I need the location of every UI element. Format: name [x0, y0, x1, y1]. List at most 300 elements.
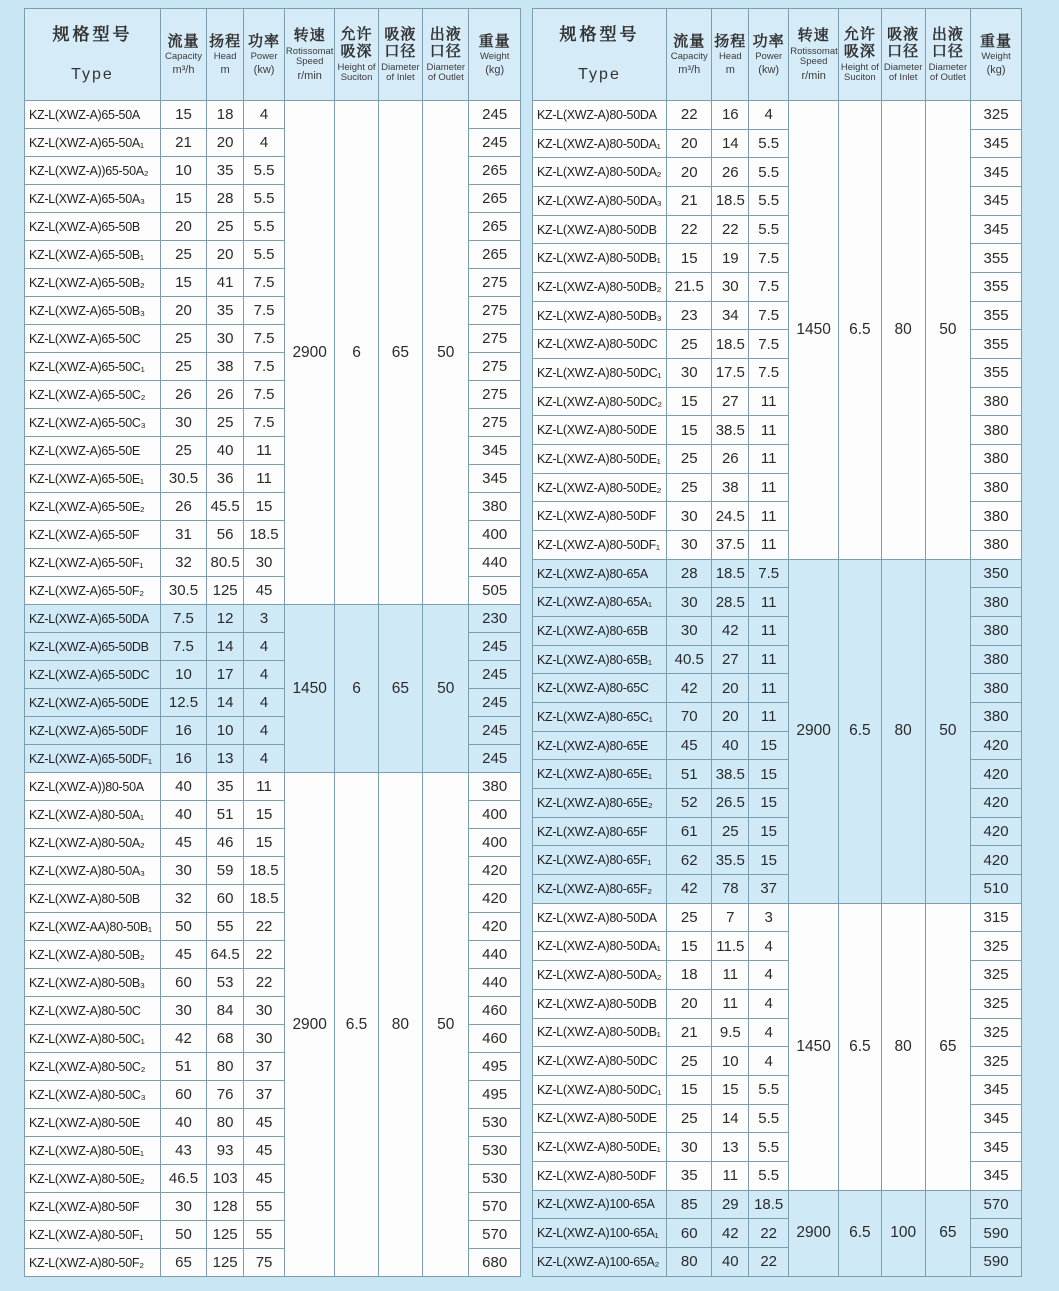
- suction-merged-cell: 6: [335, 605, 378, 773]
- power-cell: 4: [244, 745, 285, 773]
- capacity-cell: 51: [160, 1053, 206, 1081]
- head-cell: 13: [712, 1133, 749, 1162]
- type-cell: KZ-L(XWZ-A)80-50DE₂: [533, 473, 667, 502]
- speed-merged-cell: 2900: [789, 1190, 839, 1276]
- head-cell: 28: [207, 185, 244, 213]
- capacity-cell: 21: [160, 129, 206, 157]
- head-cell: 84: [207, 997, 244, 1025]
- type-cell: KZ-L(XWZ-A)65-50B₂: [25, 269, 161, 297]
- col-header-suction-cn: 允许吸深: [340, 25, 373, 61]
- head-cell: 13: [207, 745, 244, 773]
- type-cell: KZ-L(XWZ-A)80-65C₁: [533, 703, 667, 732]
- outlet-merged-cell: 50: [423, 773, 469, 1277]
- head-cell: 18.5: [712, 559, 749, 588]
- suction-merged-cell: 6.5: [839, 1190, 882, 1276]
- head-cell: 28.5: [712, 588, 749, 617]
- speed-merged-cell: 1450: [284, 605, 335, 773]
- suction-merged-cell: 6: [335, 101, 378, 605]
- head-cell: 9.5: [712, 1018, 749, 1047]
- weight-cell: 345: [469, 465, 521, 493]
- power-cell: 37: [749, 875, 789, 904]
- head-cell: 26.5: [712, 789, 749, 818]
- power-cell: 15: [244, 801, 285, 829]
- capacity-cell: 21: [667, 1018, 712, 1047]
- col-header-outlet: [925, 9, 970, 101]
- col-header-inlet-cn: 吸液口径: [384, 25, 417, 61]
- power-cell: 15: [749, 789, 789, 818]
- header-row: [533, 9, 1022, 101]
- inlet-merged-cell: 80: [881, 101, 925, 560]
- weight-cell: 325: [971, 1018, 1022, 1047]
- inlet-merged-cell: 80: [881, 559, 925, 903]
- head-cell: 14: [712, 1104, 749, 1133]
- weight-cell: 380: [469, 773, 521, 801]
- power-cell: 15: [749, 817, 789, 846]
- head-cell: 27: [712, 645, 749, 674]
- capacity-cell: 16: [160, 745, 206, 773]
- capacity-cell: 40: [160, 773, 206, 801]
- type-cell: KZ-L(XWZ-A)65-50E₁: [25, 465, 161, 493]
- type-cell: KZ-L(XWZ-A)65-50C₃: [25, 409, 161, 437]
- type-cell: KZ-L(XWZ-A)80-50DC₂: [533, 387, 667, 416]
- weight-cell: 400: [469, 521, 521, 549]
- type-cell: KZ-L(XWZ-A)65-50B₃: [25, 297, 161, 325]
- type-cell: KZ-L(XWZ-A)80-50E: [25, 1109, 161, 1137]
- power-cell: 7.5: [244, 325, 285, 353]
- power-cell: 18.5: [244, 857, 285, 885]
- capacity-cell: 30: [160, 409, 206, 437]
- weight-cell: 350: [971, 559, 1022, 588]
- table-row: [25, 101, 521, 129]
- capacity-cell: 10: [160, 157, 206, 185]
- weight-cell: 440: [469, 549, 521, 577]
- capacity-cell: 20: [667, 989, 712, 1018]
- head-cell: 15: [712, 1075, 749, 1104]
- type-cell: KZ-L(XWZ-A)80-65B: [533, 617, 667, 646]
- capacity-cell: 21.5: [667, 273, 712, 302]
- type-cell: KZ-L(XWZ-A)65-50DF: [25, 717, 161, 745]
- weight-cell: 420: [469, 885, 521, 913]
- capacity-cell: 28: [667, 559, 712, 588]
- capacity-cell: 43: [160, 1137, 206, 1165]
- col-header-outlet-cn: 出液口径: [931, 25, 964, 61]
- power-cell: 11: [244, 773, 285, 801]
- capacity-cell: 25: [667, 473, 712, 502]
- capacity-cell: 50: [160, 1221, 206, 1249]
- outlet-merged-cell: 65: [925, 903, 970, 1190]
- head-cell: 45.5: [207, 493, 244, 521]
- weight-cell: 380: [971, 588, 1022, 617]
- power-cell: 7.5: [244, 297, 285, 325]
- power-cell: 75: [244, 1249, 285, 1277]
- type-cell: KZ-L(XWZ-A)80-50DB: [533, 215, 667, 244]
- weight-cell: 275: [469, 409, 521, 437]
- col-header-weight: [469, 9, 521, 101]
- head-cell: 25: [207, 213, 244, 241]
- type-cell: KZ-L(XWZ-A)80-50A₃: [25, 857, 161, 885]
- type-cell: KZ-L(XWZ-A)80-50F₁: [25, 1221, 161, 1249]
- power-cell: 7.5: [749, 244, 789, 273]
- col-header-outlet-cn: 出液口径: [429, 25, 462, 61]
- power-cell: 7.5: [749, 301, 789, 330]
- power-cell: 5.5: [244, 185, 285, 213]
- col-header-type-en: Type: [71, 65, 114, 83]
- power-cell: 22: [244, 941, 285, 969]
- col-header-head-cn: 扬程: [209, 32, 242, 50]
- head-cell: 11.5: [712, 932, 749, 961]
- head-cell: 53: [207, 969, 244, 997]
- col-header-capacity-unit: m³/h: [678, 64, 701, 77]
- col-header-power-unit: (kw): [253, 64, 275, 77]
- power-cell: 22: [244, 913, 285, 941]
- weight-cell: 420: [971, 817, 1022, 846]
- type-cell: KZ-L(XWZ-A)80-65E₂: [533, 789, 667, 818]
- power-cell: 45: [244, 577, 285, 605]
- power-cell: 18.5: [749, 1190, 789, 1219]
- head-cell: 17: [207, 661, 244, 689]
- table-row: [533, 559, 1022, 588]
- weight-cell: 275: [469, 325, 521, 353]
- type-cell: KZ-L(XWZ-A)80-50F: [25, 1193, 161, 1221]
- weight-cell: 325: [971, 101, 1022, 130]
- outlet-merged-cell: 50: [423, 605, 469, 773]
- capacity-cell: 65: [160, 1249, 206, 1277]
- power-cell: 30: [244, 997, 285, 1025]
- col-header-capacity-cn: 流量: [167, 32, 200, 50]
- col-header-suction: [839, 9, 882, 101]
- power-cell: 5.5: [749, 1133, 789, 1162]
- col-header-speed-en: Rotissomat Speed: [790, 46, 838, 68]
- weight-cell: 420: [971, 731, 1022, 760]
- capacity-cell: 30: [667, 502, 712, 531]
- col-header-suction: [335, 9, 378, 101]
- weight-cell: 590: [971, 1219, 1022, 1248]
- capacity-cell: 70: [667, 703, 712, 732]
- capacity-cell: 20: [160, 297, 206, 325]
- power-cell: 4: [244, 717, 285, 745]
- power-cell: 11: [749, 645, 789, 674]
- capacity-cell: 7.5: [160, 605, 206, 633]
- capacity-cell: 80: [667, 1247, 712, 1276]
- head-cell: 64.5: [207, 941, 244, 969]
- speed-merged-cell: 2900: [789, 559, 839, 903]
- col-header-suction-en: Height of Suciton: [337, 61, 376, 84]
- type-cell: KZ-L(XWZ-A)80-50C₃: [25, 1081, 161, 1109]
- col-header-speed-unit: r/min: [801, 69, 826, 82]
- col-header-type: [25, 9, 161, 101]
- type-cell: KZ-L(XWZ-A)80-50DF: [533, 1161, 667, 1190]
- type-cell: KZ-L(XWZ-A)80-50B₂: [25, 941, 161, 969]
- type-cell: KZ-L(XWZ-A)80-50DB₁: [533, 1018, 667, 1047]
- capacity-cell: 25: [160, 241, 206, 269]
- col-header-type-cn: 规格型号: [52, 25, 133, 45]
- capacity-cell: 61: [667, 817, 712, 846]
- head-cell: 42: [712, 1219, 749, 1248]
- col-header-inlet: [881, 9, 925, 101]
- power-cell: 30: [244, 1025, 285, 1053]
- weight-cell: 230: [469, 605, 521, 633]
- col-header-speed-cn: 转速: [293, 27, 326, 45]
- head-cell: 125: [207, 577, 244, 605]
- outlet-merged-cell: 65: [925, 1190, 970, 1276]
- head-cell: 68: [207, 1025, 244, 1053]
- header-row: [25, 9, 521, 101]
- capacity-cell: 30.5: [160, 577, 206, 605]
- weight-cell: 380: [971, 473, 1022, 502]
- capacity-cell: 26: [160, 493, 206, 521]
- power-cell: 7.5: [749, 273, 789, 302]
- head-cell: 56: [207, 521, 244, 549]
- power-cell: 11: [244, 437, 285, 465]
- col-header-inlet-en: Diameter of Inlet: [381, 61, 420, 84]
- capacity-cell: 22: [667, 215, 712, 244]
- head-cell: 38.5: [712, 760, 749, 789]
- head-cell: 18.5: [712, 330, 749, 359]
- capacity-cell: 22: [667, 101, 712, 130]
- head-cell: 35: [207, 773, 244, 801]
- head-cell: 38.5: [712, 416, 749, 445]
- weight-cell: 265: [469, 241, 521, 269]
- power-cell: 11: [749, 617, 789, 646]
- head-cell: 125: [207, 1249, 244, 1277]
- head-cell: 16: [712, 101, 749, 130]
- power-cell: 7.5: [244, 269, 285, 297]
- col-header-head: [712, 9, 749, 101]
- power-cell: 7.5: [749, 559, 789, 588]
- capacity-cell: 30: [667, 617, 712, 646]
- power-cell: 11: [749, 387, 789, 416]
- col-header-outlet-en: Diameter of Outlet: [928, 61, 968, 84]
- table-row: [25, 773, 521, 801]
- capacity-cell: 15: [667, 416, 712, 445]
- capacity-cell: 46.5: [160, 1165, 206, 1193]
- weight-cell: 245: [469, 717, 521, 745]
- weight-cell: 345: [971, 1133, 1022, 1162]
- type-cell: KZ-L(XWZ-A)65-50C₂: [25, 381, 161, 409]
- power-cell: 11: [749, 502, 789, 531]
- weight-cell: 680: [469, 1249, 521, 1277]
- type-cell: KZ-L(XWZ-A)80-50B: [25, 885, 161, 913]
- weight-cell: 345: [971, 215, 1022, 244]
- table-row: [533, 101, 1022, 130]
- weight-cell: 495: [469, 1053, 521, 1081]
- capacity-cell: 32: [160, 885, 206, 913]
- weight-cell: 275: [469, 297, 521, 325]
- col-header-capacity: [160, 9, 206, 101]
- head-cell: 30: [712, 273, 749, 302]
- power-cell: 5.5: [244, 213, 285, 241]
- type-cell: KZ-L(XWZ-A)80-50DF: [533, 502, 667, 531]
- power-cell: 55: [244, 1221, 285, 1249]
- capacity-cell: 45: [667, 731, 712, 760]
- head-cell: 24.5: [712, 502, 749, 531]
- capacity-cell: 85: [667, 1190, 712, 1219]
- weight-cell: 355: [971, 301, 1022, 330]
- capacity-cell: 30: [667, 359, 712, 388]
- capacity-cell: 30: [667, 1133, 712, 1162]
- type-cell: KZ-L(XWZ-A)80-50DC₁: [533, 1075, 667, 1104]
- power-cell: 5.5: [749, 1161, 789, 1190]
- power-cell: 18.5: [244, 885, 285, 913]
- power-cell: 45: [244, 1109, 285, 1137]
- weight-cell: 495: [469, 1081, 521, 1109]
- weight-cell: 380: [469, 493, 521, 521]
- capacity-cell: 30.5: [160, 465, 206, 493]
- capacity-cell: 30: [160, 857, 206, 885]
- power-cell: 7.5: [244, 381, 285, 409]
- weight-cell: 530: [469, 1109, 521, 1137]
- weight-cell: 325: [971, 989, 1022, 1018]
- weight-cell: 590: [971, 1247, 1022, 1276]
- power-cell: 4: [749, 101, 789, 130]
- weight-cell: 245: [469, 689, 521, 717]
- capacity-cell: 40: [160, 1109, 206, 1137]
- type-cell: KZ-L(XWZ-A)80-50DA: [533, 101, 667, 130]
- power-cell: 22: [749, 1247, 789, 1276]
- head-cell: 78: [712, 875, 749, 904]
- type-cell: KZ-L(XWZ-A)80-65A₁: [533, 588, 667, 617]
- head-cell: 25: [207, 409, 244, 437]
- head-cell: 34: [712, 301, 749, 330]
- inlet-merged-cell: 65: [378, 605, 423, 773]
- power-cell: 18.5: [244, 521, 285, 549]
- type-cell: KZ-L(XWZ-A)80-50DA: [533, 903, 667, 932]
- capacity-cell: 35: [667, 1161, 712, 1190]
- col-header-suction-cn: 允许吸深: [843, 25, 876, 61]
- weight-cell: 420: [971, 846, 1022, 875]
- weight-cell: 570: [971, 1190, 1022, 1219]
- capacity-cell: 15: [667, 387, 712, 416]
- head-cell: 19: [712, 244, 749, 273]
- suction-merged-cell: 6.5: [839, 903, 882, 1190]
- col-header-speed: [284, 9, 335, 101]
- weight-cell: 245: [469, 661, 521, 689]
- capacity-cell: 45: [160, 941, 206, 969]
- weight-cell: 245: [469, 745, 521, 773]
- type-cell: KZ-L(XWZ-A)80-50DE₁: [533, 1133, 667, 1162]
- weight-cell: 265: [469, 185, 521, 213]
- type-cell: KZ-L(XWZ-A)80-50DA₂: [533, 961, 667, 990]
- head-cell: 55: [207, 913, 244, 941]
- type-cell: KZ-L(XWZ-A)80-65C: [533, 674, 667, 703]
- col-header-weight-cn: 重量: [478, 32, 511, 50]
- head-cell: 93: [207, 1137, 244, 1165]
- head-cell: 26: [712, 158, 749, 187]
- type-cell: KZ-L(XWZ-A)65-50A₁: [25, 129, 161, 157]
- type-cell: KZ-L(XWZ-A)65-50DE: [25, 689, 161, 717]
- head-cell: 18.5: [712, 187, 749, 216]
- head-cell: 46: [207, 829, 244, 857]
- power-cell: 5.5: [749, 158, 789, 187]
- type-cell: KZ-L(XWZ-A)65-50A₃: [25, 185, 161, 213]
- power-cell: 7.5: [749, 330, 789, 359]
- power-cell: 5.5: [749, 1104, 789, 1133]
- power-cell: 4: [244, 633, 285, 661]
- head-cell: 26: [207, 381, 244, 409]
- head-cell: 42: [712, 617, 749, 646]
- type-cell: KZ-L(XWZ-A)80-50E₂: [25, 1165, 161, 1193]
- power-cell: 5.5: [244, 157, 285, 185]
- power-cell: 4: [244, 101, 285, 129]
- power-cell: 5.5: [244, 241, 285, 269]
- head-cell: 12: [207, 605, 244, 633]
- weight-cell: 400: [469, 801, 521, 829]
- type-cell: KZ-L(XWZ-A)80-50E₁: [25, 1137, 161, 1165]
- type-cell: KZ-L(XWZ-A)80-50A₁: [25, 801, 161, 829]
- power-cell: 5.5: [749, 187, 789, 216]
- head-cell: 103: [207, 1165, 244, 1193]
- suction-merged-cell: 6.5: [839, 559, 882, 903]
- type-cell: KZ-L(XWZ-A)65-50C: [25, 325, 161, 353]
- col-header-inlet-en: Diameter of Inlet: [883, 61, 923, 84]
- power-cell: 4: [244, 689, 285, 717]
- suction-merged-cell: 6.5: [335, 773, 378, 1277]
- weight-cell: 380: [971, 617, 1022, 646]
- table-row: [533, 1190, 1022, 1219]
- capacity-cell: 21: [667, 187, 712, 216]
- type-cell: KZ-L(XWZ-A)100-65A: [533, 1190, 667, 1219]
- head-cell: 10: [207, 717, 244, 745]
- weight-cell: 380: [971, 645, 1022, 674]
- weight-cell: 380: [971, 502, 1022, 531]
- capacity-cell: 23: [667, 301, 712, 330]
- type-cell: KZ-L(XWZ-A)65-50B: [25, 213, 161, 241]
- weight-cell: 420: [469, 857, 521, 885]
- weight-cell: 325: [971, 1047, 1022, 1076]
- capacity-cell: 42: [667, 674, 712, 703]
- type-cell: KZ-L(XWZ-A)80-50DC: [533, 330, 667, 359]
- col-header-speed: [789, 9, 839, 101]
- col-header-capacity-en: Capacity: [670, 51, 708, 63]
- head-cell: 20: [712, 703, 749, 732]
- type-cell: KZ-L(XWZ-A)65-50A: [25, 101, 161, 129]
- head-cell: 80.5: [207, 549, 244, 577]
- col-header-suction-en: Height of Suciton: [840, 61, 879, 84]
- type-cell: KZ-L(XWZ-A)80-50DE: [533, 1104, 667, 1133]
- capacity-cell: 25: [667, 1047, 712, 1076]
- capacity-cell: 25: [667, 445, 712, 474]
- head-cell: 59: [207, 857, 244, 885]
- weight-cell: 275: [469, 269, 521, 297]
- speed-merged-cell: 1450: [789, 101, 839, 560]
- head-cell: 125: [207, 1221, 244, 1249]
- speed-merged-cell: 2900: [284, 773, 335, 1277]
- power-cell: 22: [749, 1219, 789, 1248]
- col-header-weight-en: Weight: [981, 51, 1011, 63]
- power-cell: 15: [244, 829, 285, 857]
- power-cell: 7.5: [244, 409, 285, 437]
- head-cell: 22: [712, 215, 749, 244]
- type-cell: KZ-L(XWZ-A)65-50DC: [25, 661, 161, 689]
- weight-cell: 510: [971, 875, 1022, 904]
- power-cell: 11: [749, 473, 789, 502]
- capacity-cell: 51: [667, 760, 712, 789]
- head-cell: 40: [712, 731, 749, 760]
- power-cell: 45: [244, 1137, 285, 1165]
- head-cell: 27: [712, 387, 749, 416]
- type-cell: KZ-L(XWZ-A)65-50DF₁: [25, 745, 161, 773]
- col-header-capacity: [667, 9, 712, 101]
- power-cell: 11: [749, 445, 789, 474]
- col-header-head-unit: m: [725, 64, 735, 77]
- capacity-cell: 20: [667, 129, 712, 158]
- type-cell: KZ-L(XWZ-A)65-50F₂: [25, 577, 161, 605]
- type-cell: KZ-L(XWZ-A)65-50E: [25, 437, 161, 465]
- weight-cell: 275: [469, 381, 521, 409]
- col-header-type-en: Type: [578, 65, 621, 83]
- weight-cell: 420: [971, 789, 1022, 818]
- col-header-head-en: Head: [213, 51, 237, 63]
